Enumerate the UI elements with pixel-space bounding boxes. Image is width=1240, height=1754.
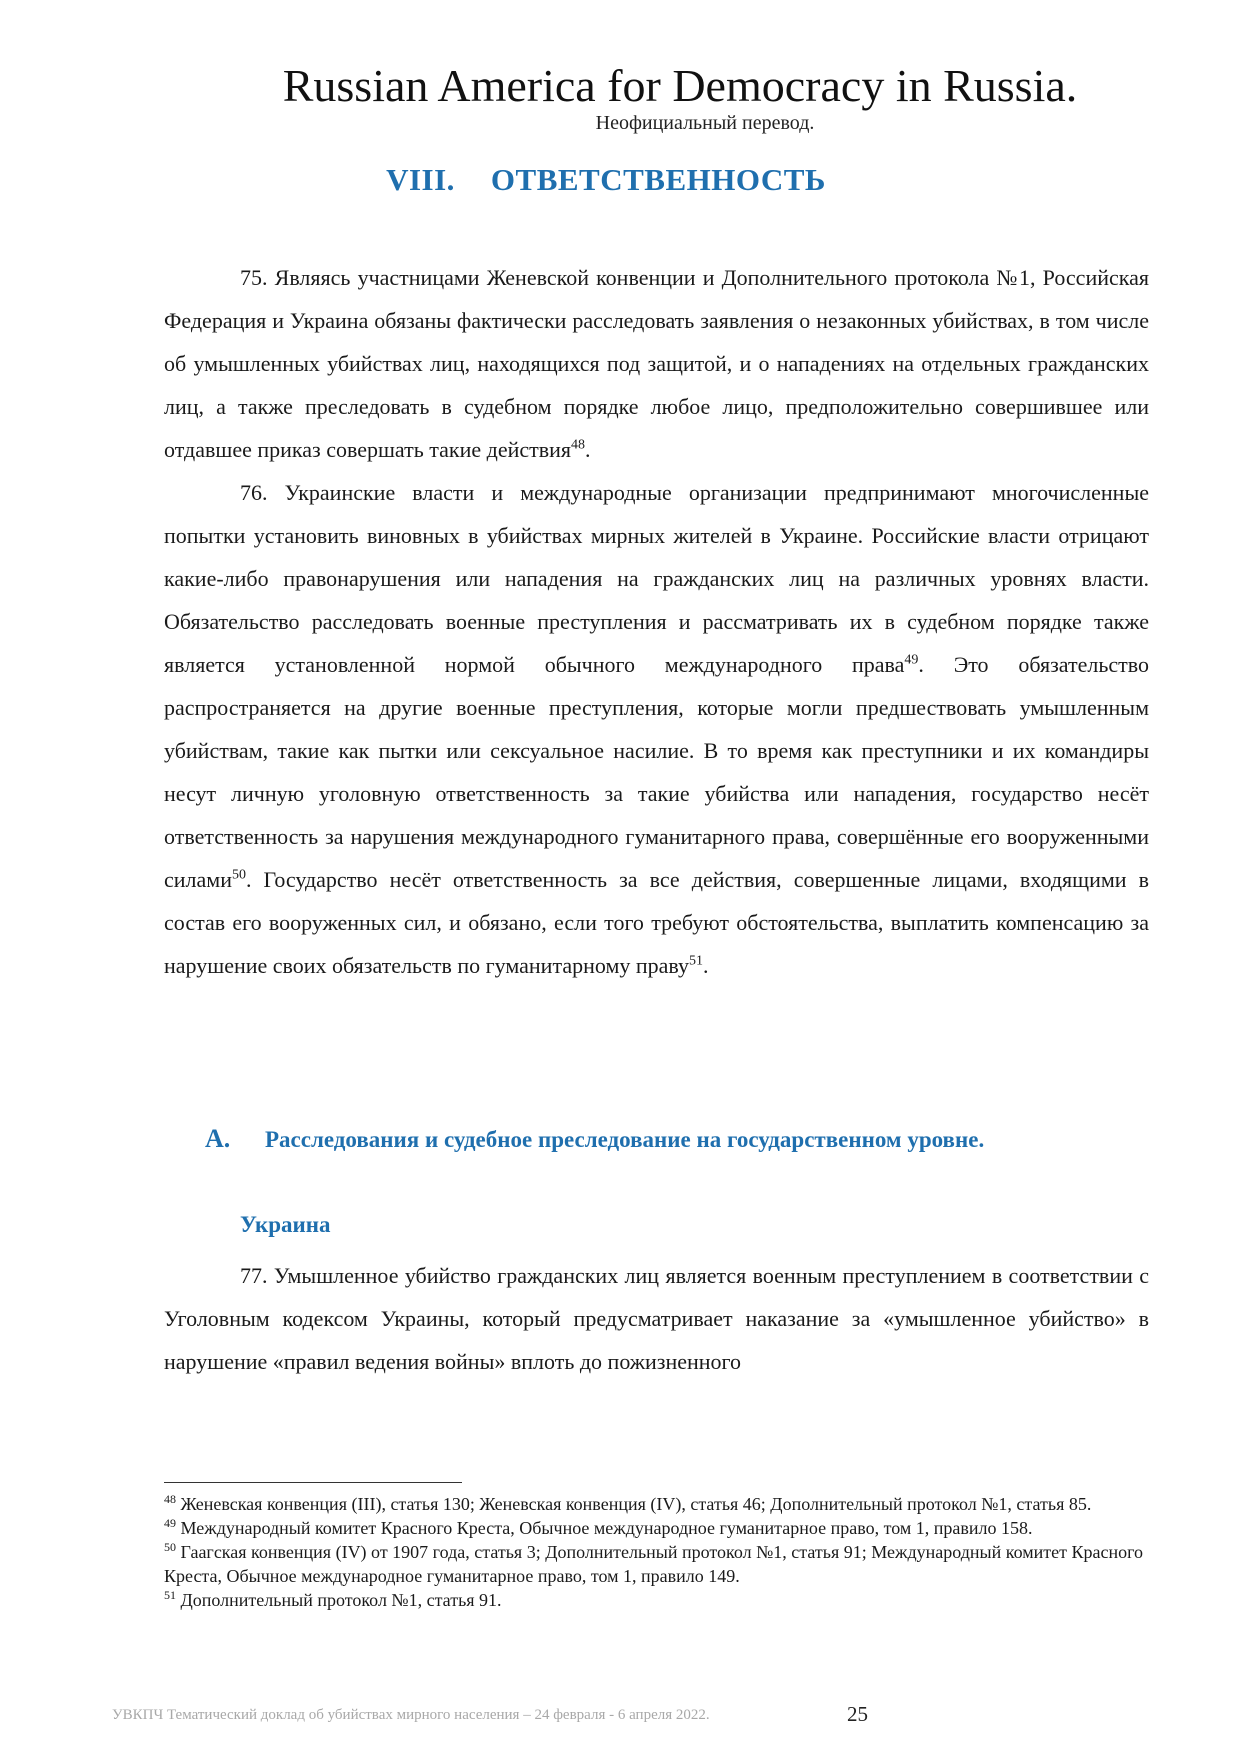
paragraph-75-text: 75. Являясь участницами Женевской конвенции и Дополнительного протокола №1, Российская Федерация и Украина обязаны фактически расследовать заявления о незаконных убийствах, в том числе об умышленных убийствах лиц, находящихся под защитой, и о нападениях на отдельных гражданских лиц, а также преследовать в судебном порядке любое лицо, предположительно совершившее или отдавшее приказ совершать такие действия bbox=[164, 265, 1149, 462]
footnote-50 bbox=[164, 1540, 1149, 1588]
footnote-number: 49 bbox=[164, 1516, 176, 1530]
section-number: VIII. bbox=[386, 162, 455, 197]
page-footer-text: УВКПЧ Тематический доклад об убийствах мирного населения – 24 февраля - 6 апреля 2022. bbox=[112, 1707, 710, 1723]
subsection-a-heading bbox=[205, 1124, 984, 1154]
main-text bbox=[164, 256, 1149, 987]
footnote-48 bbox=[164, 1492, 1149, 1516]
footnote-51 bbox=[164, 1588, 1149, 1612]
footnote-49 bbox=[164, 1516, 1149, 1540]
paragraph-75 bbox=[164, 256, 1149, 471]
paragraph-76-end: . bbox=[703, 953, 709, 978]
paragraph-76-text-1: 76. Украинские власти и международные организации предпринимают многочисленные попытки установить виновных в убийствах мирных жителей в Украине. Российские власти отрицают какие-либо правонарушения или нападения на гражданских лиц на различных уровнях власти. Обязательство расследовать военные преступления и рассматривать их в судебном порядке также является установленной нормой обычного международного права bbox=[164, 480, 1149, 677]
subsection-ukraine-heading: Украина bbox=[240, 1212, 331, 1237]
document-header-title: Russian America for Democracy in Russia. bbox=[282, 60, 1078, 111]
page-number: 25 bbox=[847, 1702, 868, 1726]
subsection-letter: A. bbox=[205, 1124, 231, 1153]
paragraph-75-end: . bbox=[585, 437, 591, 462]
footnote-number: 48 bbox=[164, 1492, 176, 1506]
footnote-number: 50 bbox=[164, 1540, 176, 1554]
footnote-ref-51[interactable]: 51 bbox=[689, 953, 704, 969]
main-text-continued bbox=[164, 1254, 1149, 1383]
footnote-ref-48[interactable]: 48 bbox=[571, 437, 586, 453]
paragraph-77: 77. Умышленное убийство гражданских лиц является военным преступлением в соответствии с Уголовным кодексом Украины, который предусматривает наказание за «умышленное убийство» в нарушение «правил ведения войны» вплоть до пожизненного bbox=[164, 1263, 1149, 1374]
paragraph-76-text-2: . Это обязательство распространяется на другие военные преступления, которые могли предшествовать умышленным убийствам, такие как пытки или сексуальное насилие. В то время как преступники и их командиры несут личную уголовную ответственность за такие убийства или нападения, государство несёт ответственность за нарушения международного гуманитарного права, совершённые его вооруженными силами bbox=[164, 652, 1149, 892]
footnote-text: Международный комитет Красного Креста, Обычное международное гуманитарное право, том 1, правило 158. bbox=[176, 1518, 1033, 1538]
footnote-number: 51 bbox=[164, 1588, 176, 1602]
footnote-ref-49[interactable]: 49 bbox=[904, 652, 919, 668]
paragraph-76-text-3: . Государство несёт ответственность за все действия, совершенные лицами, входящими в состав его вооруженных сил, и обязано, если того требуют обстоятельства, выплатить компенсацию за нарушение своих обязательств по гуманитарному праву bbox=[164, 867, 1149, 978]
footnote-separator bbox=[164, 1482, 462, 1483]
footnote-text: Гаагская конвенция (IV) от 1907 года, статья 3; Дополнительный протокол №1, статья 91; Международный комитет Красного Креста, Обычное международное гуманитарное право, том 1, правило 149. bbox=[164, 1542, 1144, 1586]
section-heading bbox=[0, 162, 1212, 198]
footnotes bbox=[164, 1492, 1149, 1612]
subsection-a-title: Расследования и судебное преследование на государственном уровне. bbox=[265, 1127, 985, 1152]
footnote-text: Женевская конвенция (III), статья 130; Женевская конвенция (IV), статья 46; Дополнительный протокол №1, статья 85. bbox=[176, 1494, 1092, 1514]
translation-note: Неофициальный перевод. bbox=[595, 112, 815, 134]
footnote-text: Дополнительный протокол №1, статья 91. bbox=[176, 1590, 502, 1610]
section-title-text: ОТВЕТСТВЕННОСТЬ bbox=[490, 162, 826, 197]
footnote-ref-50[interactable]: 50 bbox=[231, 867, 246, 883]
paragraph-76 bbox=[164, 471, 1149, 987]
